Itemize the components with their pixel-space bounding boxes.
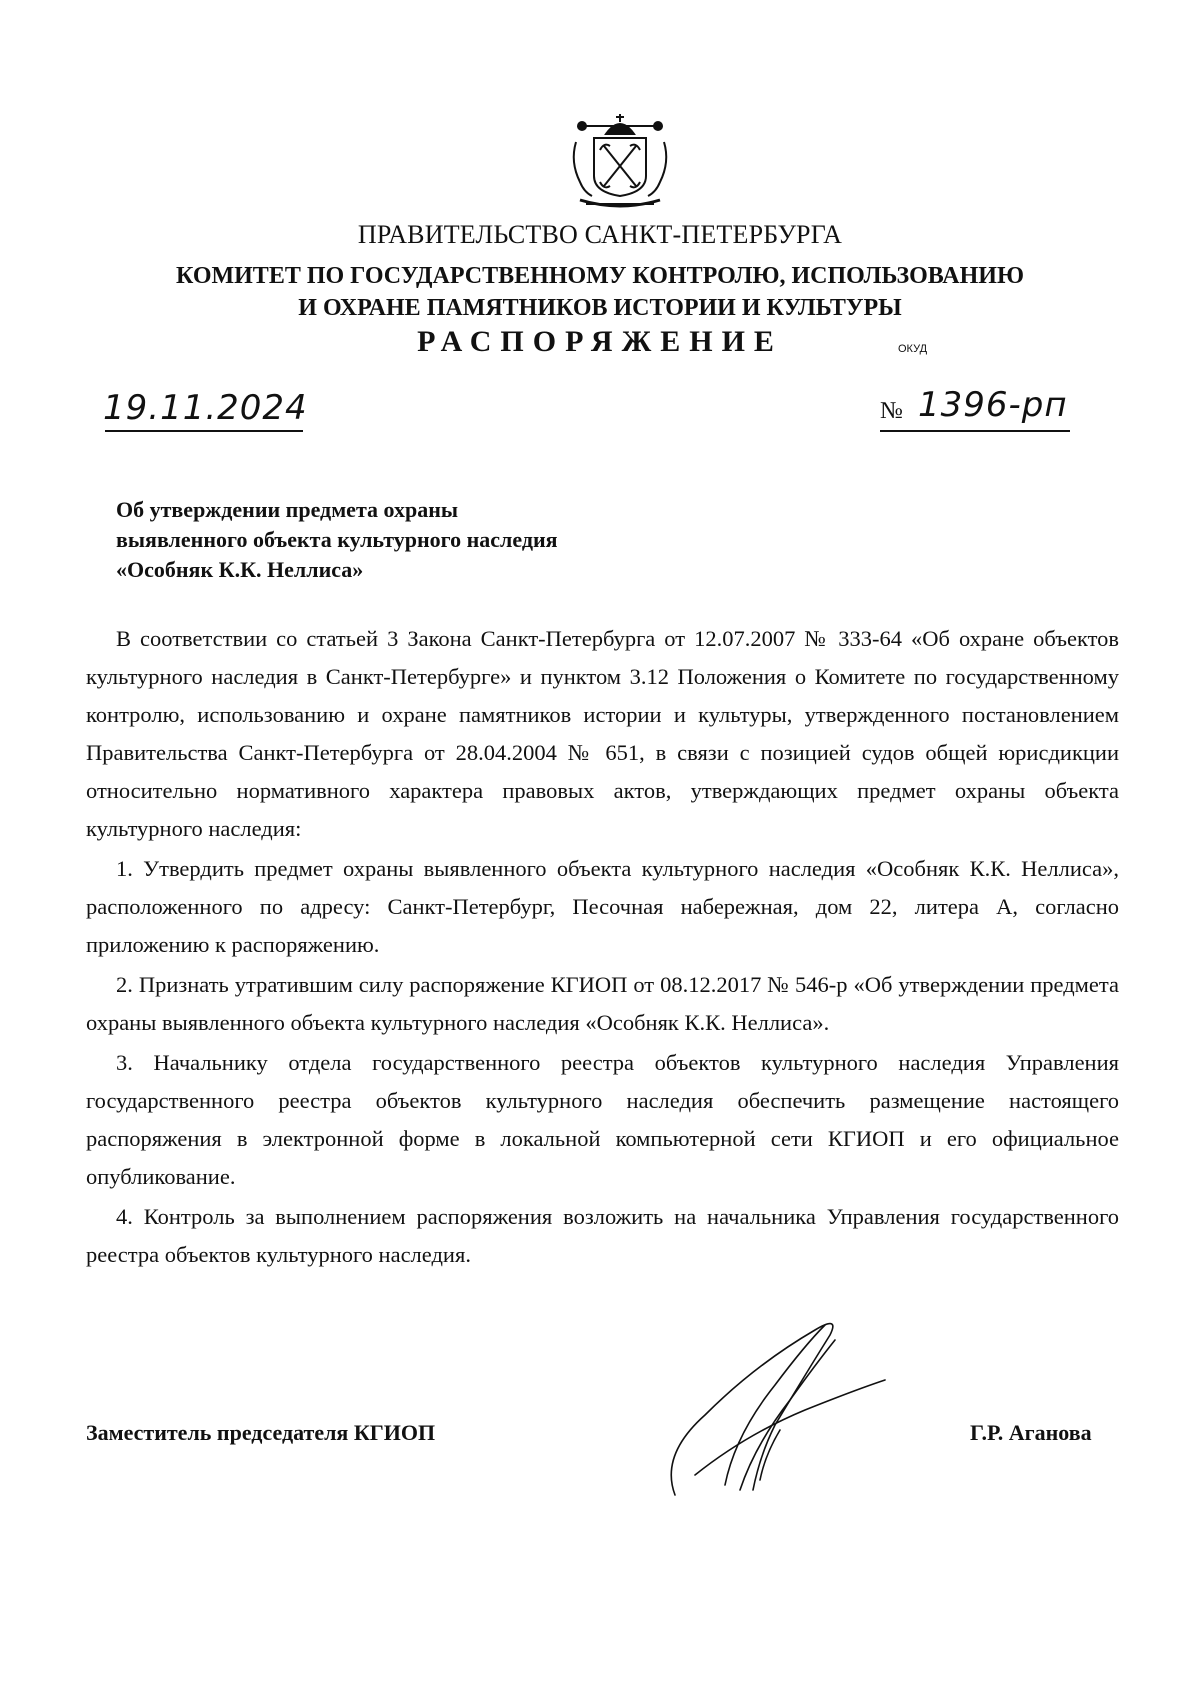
document-body [86,620,1119,1274]
number-underline [880,430,1070,432]
subject-line-2: выявленного объекта культурного наследия [116,527,558,552]
signer-name: Г.Р. Аганова [970,1420,1092,1445]
date-value: 19.11.2024 [103,388,308,428]
okud-label: ОКУД [898,343,928,355]
document-subject [116,495,558,585]
item-1-paragraph: 1. Утвердить предмет охраны выявленного объекта культурного наследия «Особняк К.К. Неллиса», расположенного по адресу: Санкт-Петербург, Песочная набережная, дом 22, литера А, согласно приложению к распоряжению. [86,856,1119,957]
document-type: РАСПОРЯЖЕНИЕ [417,325,783,358]
handwritten-signature [665,1305,895,1505]
item-2-paragraph: 2. Признать утратившим силу распоряжение КГИОП от 08.12.2017 № 546-р «Об утверждении предмета охраны выявленного объекта культурного наследия «Особняк К.К. Неллиса». [86,972,1119,1035]
preamble-paragraph: В соответствии со статьей 3 Закона Санкт-Петербурга от 12.07.2007 № 333-64 «Об охране объектов культурного наследия в Санкт-Петербурге» и пунктом 3.12 Положения о Комитете по государственному контролю, использованию и охране памятников истории и культуры, утвержденного постановлением Правительства Санкт-Петербурга от 28.04.2004 № 651, в связи с позицией судов общей юрисдикции относительно нормативного характера правовых актов, утверждающих предмет охраны объекта культурного наследия: [86,626,1119,841]
committee-line-1: КОМИТЕТ ПО ГОСУДАРСТВЕННОМУ КОНТРОЛЮ, ИСПОЛЬЗОВАНИЮ [176,263,1024,289]
committee-name [0,260,1200,324]
government-name: ПРАВИТЕЛЬСТВО САНКТ-ПЕТЕРБУРГА [357,220,843,249]
committee-line-2: И ОХРАНЕ ПАМЯТНИКОВ ИСТОРИИ И КУЛЬТУРЫ [298,295,902,321]
document-date [103,388,308,428]
subject-line-3: «Особняк К.К. Неллиса» [116,557,364,582]
date-underline [105,430,303,432]
number-label: № [880,398,903,424]
signer-title: Заместитель председателя КГИОП [86,1420,436,1445]
document-number: 1396-рп [918,385,1068,425]
item-3-paragraph: 3. Начальнику отдела государственного реестра объектов культурного наследия Управления государственного реестра объектов культурного наследия обеспечить размещение настоящего распоряжения в электронной форме в локальной компьютерной сети КГИОП и его официальное опубликование. [86,1050,1119,1189]
subject-line-1: Об утверждении предмета охраны [116,497,459,522]
item-4-paragraph: 4. Контроль за выполнением распоряжения возложить на начальника Управления государственного реестра объектов культурного наследия. [86,1204,1119,1267]
spb-coat-of-arms-icon [566,112,674,210]
